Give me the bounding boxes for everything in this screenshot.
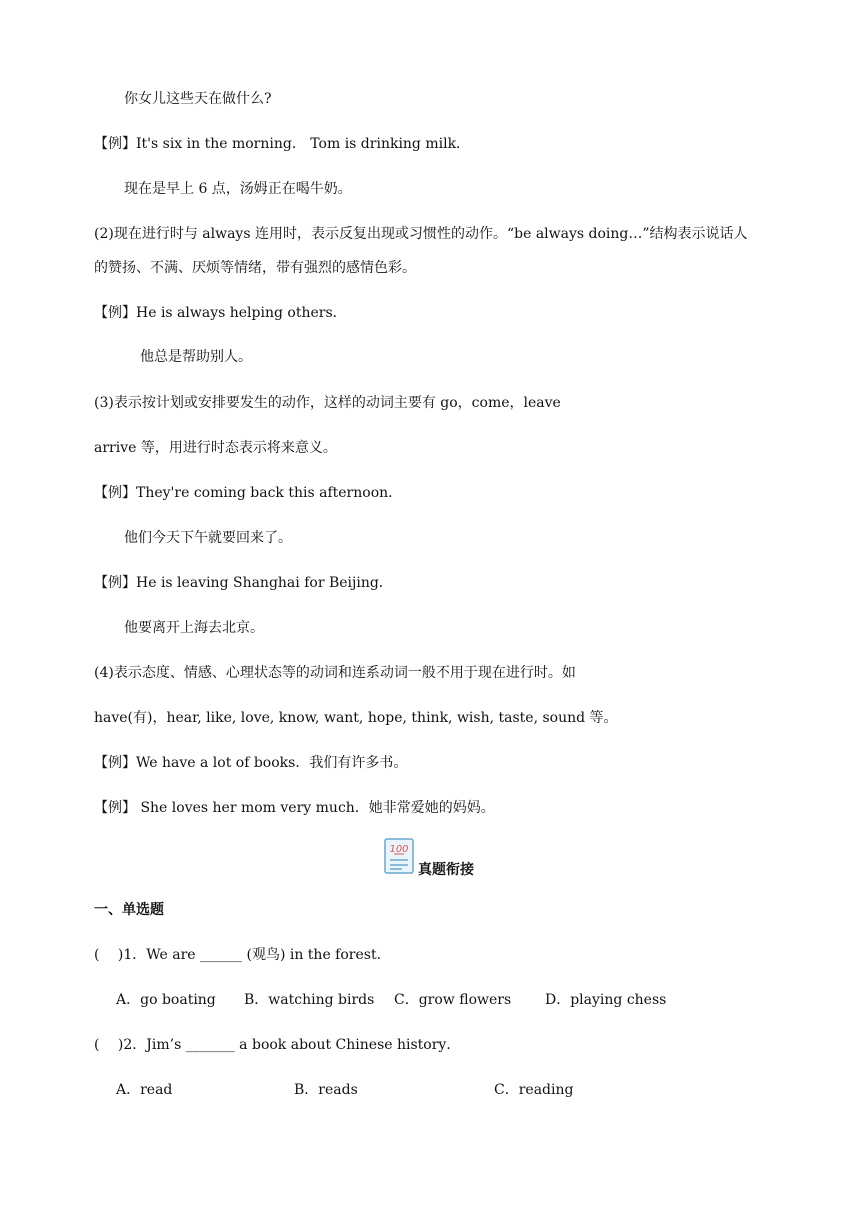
line-2: 现在是早上 6 点，汤姆正在喝牛奶。 <box>124 181 352 197</box>
line-1: 【例】It's six in the morning． Tom is drinking milk． <box>94 136 471 152</box>
score-sheet-icon-text: 100 <box>389 844 409 855</box>
line-10: 他们今天下午就要回来了。 <box>124 530 292 546</box>
line-9: 【例】They're coming back this afternoon． <box>94 485 403 501</box>
line-15: 【例】We have a lot of books．我们有许多书。 <box>94 755 408 771</box>
heading-single-choice: 一、单选题 <box>94 902 164 918</box>
line-8: arrive 等，用进行时态表示将来意义。 <box>94 440 337 456</box>
line-0: 你女儿这些天在做什么? <box>124 91 272 107</box>
question-1-option-d: D．playing chess <box>545 992 667 1008</box>
line-4: 的赞扬、不满、厌烦等情绪，带有强烈的感情色彩。 <box>94 260 416 276</box>
question-2-stem: ( )2．Jim’s _______ a book about Chinese history． <box>94 1037 461 1053</box>
section-title: 真题衔接 <box>418 862 474 878</box>
question-2-option-a: A．read <box>116 1082 173 1098</box>
line-5: 【例】He is always helping others． <box>94 305 347 321</box>
score-sheet-icon <box>384 838 414 874</box>
line-6: 他总是帮助别人。 <box>140 349 252 365</box>
question-2-option-b: B．reads <box>294 1082 358 1098</box>
question-1-option-c: C．grow flowers <box>394 992 512 1008</box>
line-13: (4)表示态度、情感、心理状态等的动词和连系动词一般不用于现在进行时。如 <box>94 665 576 681</box>
question-1-option-b: B．watching birds <box>244 992 375 1008</box>
question-2-option-c: C．reading <box>494 1082 574 1098</box>
question-1-option-a: A．go boating <box>116 992 216 1008</box>
line-12: 他要离开上海去北京。 <box>124 620 264 636</box>
line-3: (2)现在进行时与 always 连用时，表示反复出现或习惯性的动作。“be always doing…”结构表示说话人 <box>94 226 748 242</box>
line-11: 【例】He is leaving Shanghai for Beijing． <box>94 575 393 591</box>
line-14: have(有)，hear, like, love, know, want, hope, think, wish, taste, sound 等。 <box>94 710 618 726</box>
line-16: 【例】 She loves her mom very much．她非常爱她的妈妈。 <box>94 800 495 816</box>
line-7: (3)表示按计划或安排要发生的动作，这样的动词主要有 go，come，leave <box>94 395 561 411</box>
question-1-stem: ( )1．We are ______ (观鸟) in the forest． <box>94 947 391 963</box>
